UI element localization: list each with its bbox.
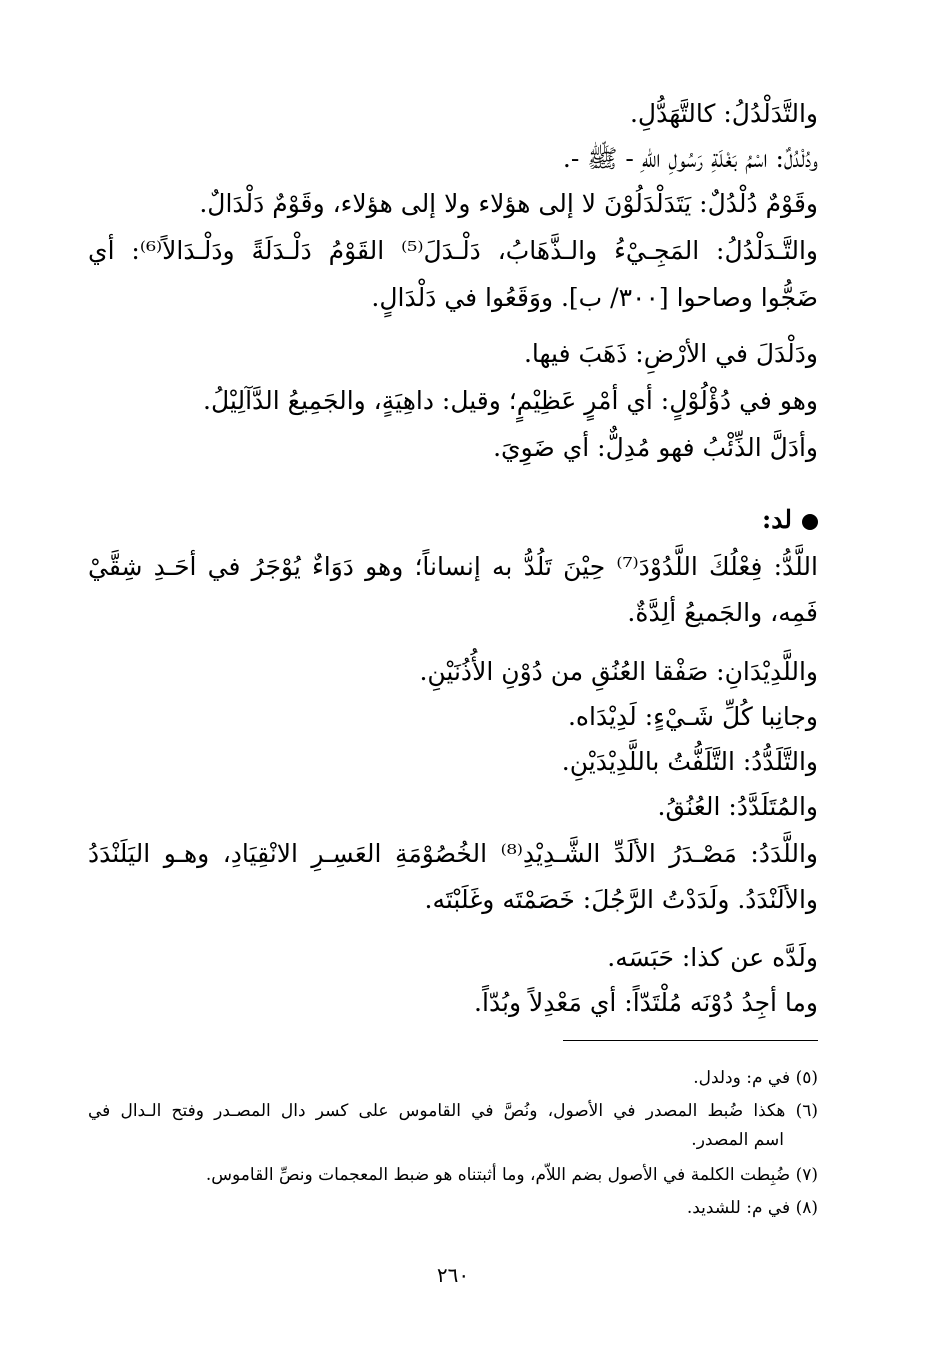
footnote: (٦) هكذا ضُبط المصدر في الأصول، ونُصَّ في القاموس على كسر دال المصـدر وفتح الـدال في (88, 1101, 818, 1121)
text-line: وجانِبا كُلِّ شَـيْءٍ: لَدِيْدَاه. (567, 702, 818, 731)
text-line: والألَنْدَدُ. ولَدَدْتُ الرَّجُلَ: خَصَمْتَه وغَلَبْتَه. (424, 885, 818, 914)
book-page (88, 80, 818, 1310)
footnote-divider (563, 1040, 818, 1041)
text-line: والتَّدَلْدُلُ: كالتَّهَدُّلِ. (629, 99, 818, 128)
text-line: والتَّـدَلْدُلُ: المَجِـيْءُ والـذَّهَابُ، دَلْـدَلَ⁽⁵⁾ القَوْمُ دَلْـدَلَةً ودَلْـدَالاً⁽⁶⁾: أي (88, 236, 819, 265)
text-line: وما أجِدُ دُوْنَه مُلْتَدّاً: أي مَعْدِلاً وبُدّاً. (474, 988, 818, 1017)
section-heading-text: لد: (762, 505, 792, 534)
section-heading (762, 500, 818, 540)
footnote: (٨) في م: للشديد. (686, 1198, 818, 1218)
text-line: ودَلْدَلَ في الأرْضِ: ذَهَبَ فيها. (523, 339, 818, 368)
text-line: والمُتَلَدَّدُ: العُنُقُ. (657, 792, 818, 821)
footnote: (٧) ضُبِطت الكلمة في الأصول بضم اللاّم، وما أثبتناه هو ضبط المعجمات ونصِّ القاموس. (205, 1165, 818, 1185)
text-line: وهو في دُؤْلُوْلٍ: أي أمْرٍ عَظِيْمٍ؛ وقيل: داهِيَةٍ، والجَمِيعُ الدَّآلِيْلُ. (203, 386, 818, 415)
footnote-continuation: اسم المصدر. (691, 1130, 784, 1150)
text-line: واللَّدَدُ: مَصْـدَرُ الألَدِّ الشَّـدِيْدِ⁽⁸⁾ الخُصُوْمَةِ العَسِـرِ الانْقِيَادِ، وهـو اليَلَنْدَدُ (88, 839, 819, 868)
text-line: وقَوْمٌ دُلْدُلٌ: يَتَدَلْدَلُوْنَ لا إلى هؤلاء ولا إلى هؤلاء، وقَوْمٌ دَلْدَالٌ. (199, 189, 818, 218)
text-line: ضَجُّوا وصاحوا [٣٠٠/ ب]. ووَقَعُوا في دَلْدَالٍ. (371, 283, 818, 312)
text-line: وأدَلَّ الذِّئْبُ فهو مُدِلٌّ: أي ضَوِيَ. (493, 433, 818, 462)
footnote: (٥) في م: ودلدل. (693, 1068, 818, 1088)
page-number: ٢٦٠ (436, 1263, 470, 1287)
text-line: ولَدَّه عن كذا: حَبَسَه. (607, 943, 818, 972)
text-line: واللَّدِيْدَانِ: صَفْقا العُنُقِ من دُوْنِ الأُذُنَيْنِ. (419, 657, 818, 686)
bullet-icon (802, 514, 818, 530)
text-line: والتَّلَدُّدُ: التَّلَفُّتُ باللَّدِيْدَيْنِ. (561, 747, 818, 776)
text-line: فَمِه، والجَميعُ ألِدَّةٌ. (627, 598, 818, 627)
text-line: ودُلْدُلٌ: اسْمُ بَغْلَةِ رَسُولِ اللّهِ - ﷺ -. (562, 144, 818, 173)
text-line: اللَّدُّ: فِعْلُكَ اللَّدُوْدَ⁽⁷⁾ حِيْنَ تَلُدُّ به إنساناً؛ وهو دَوَاءٌ يُوْجَرُ في أحَـدِ شِقَّيْ (88, 552, 818, 581)
